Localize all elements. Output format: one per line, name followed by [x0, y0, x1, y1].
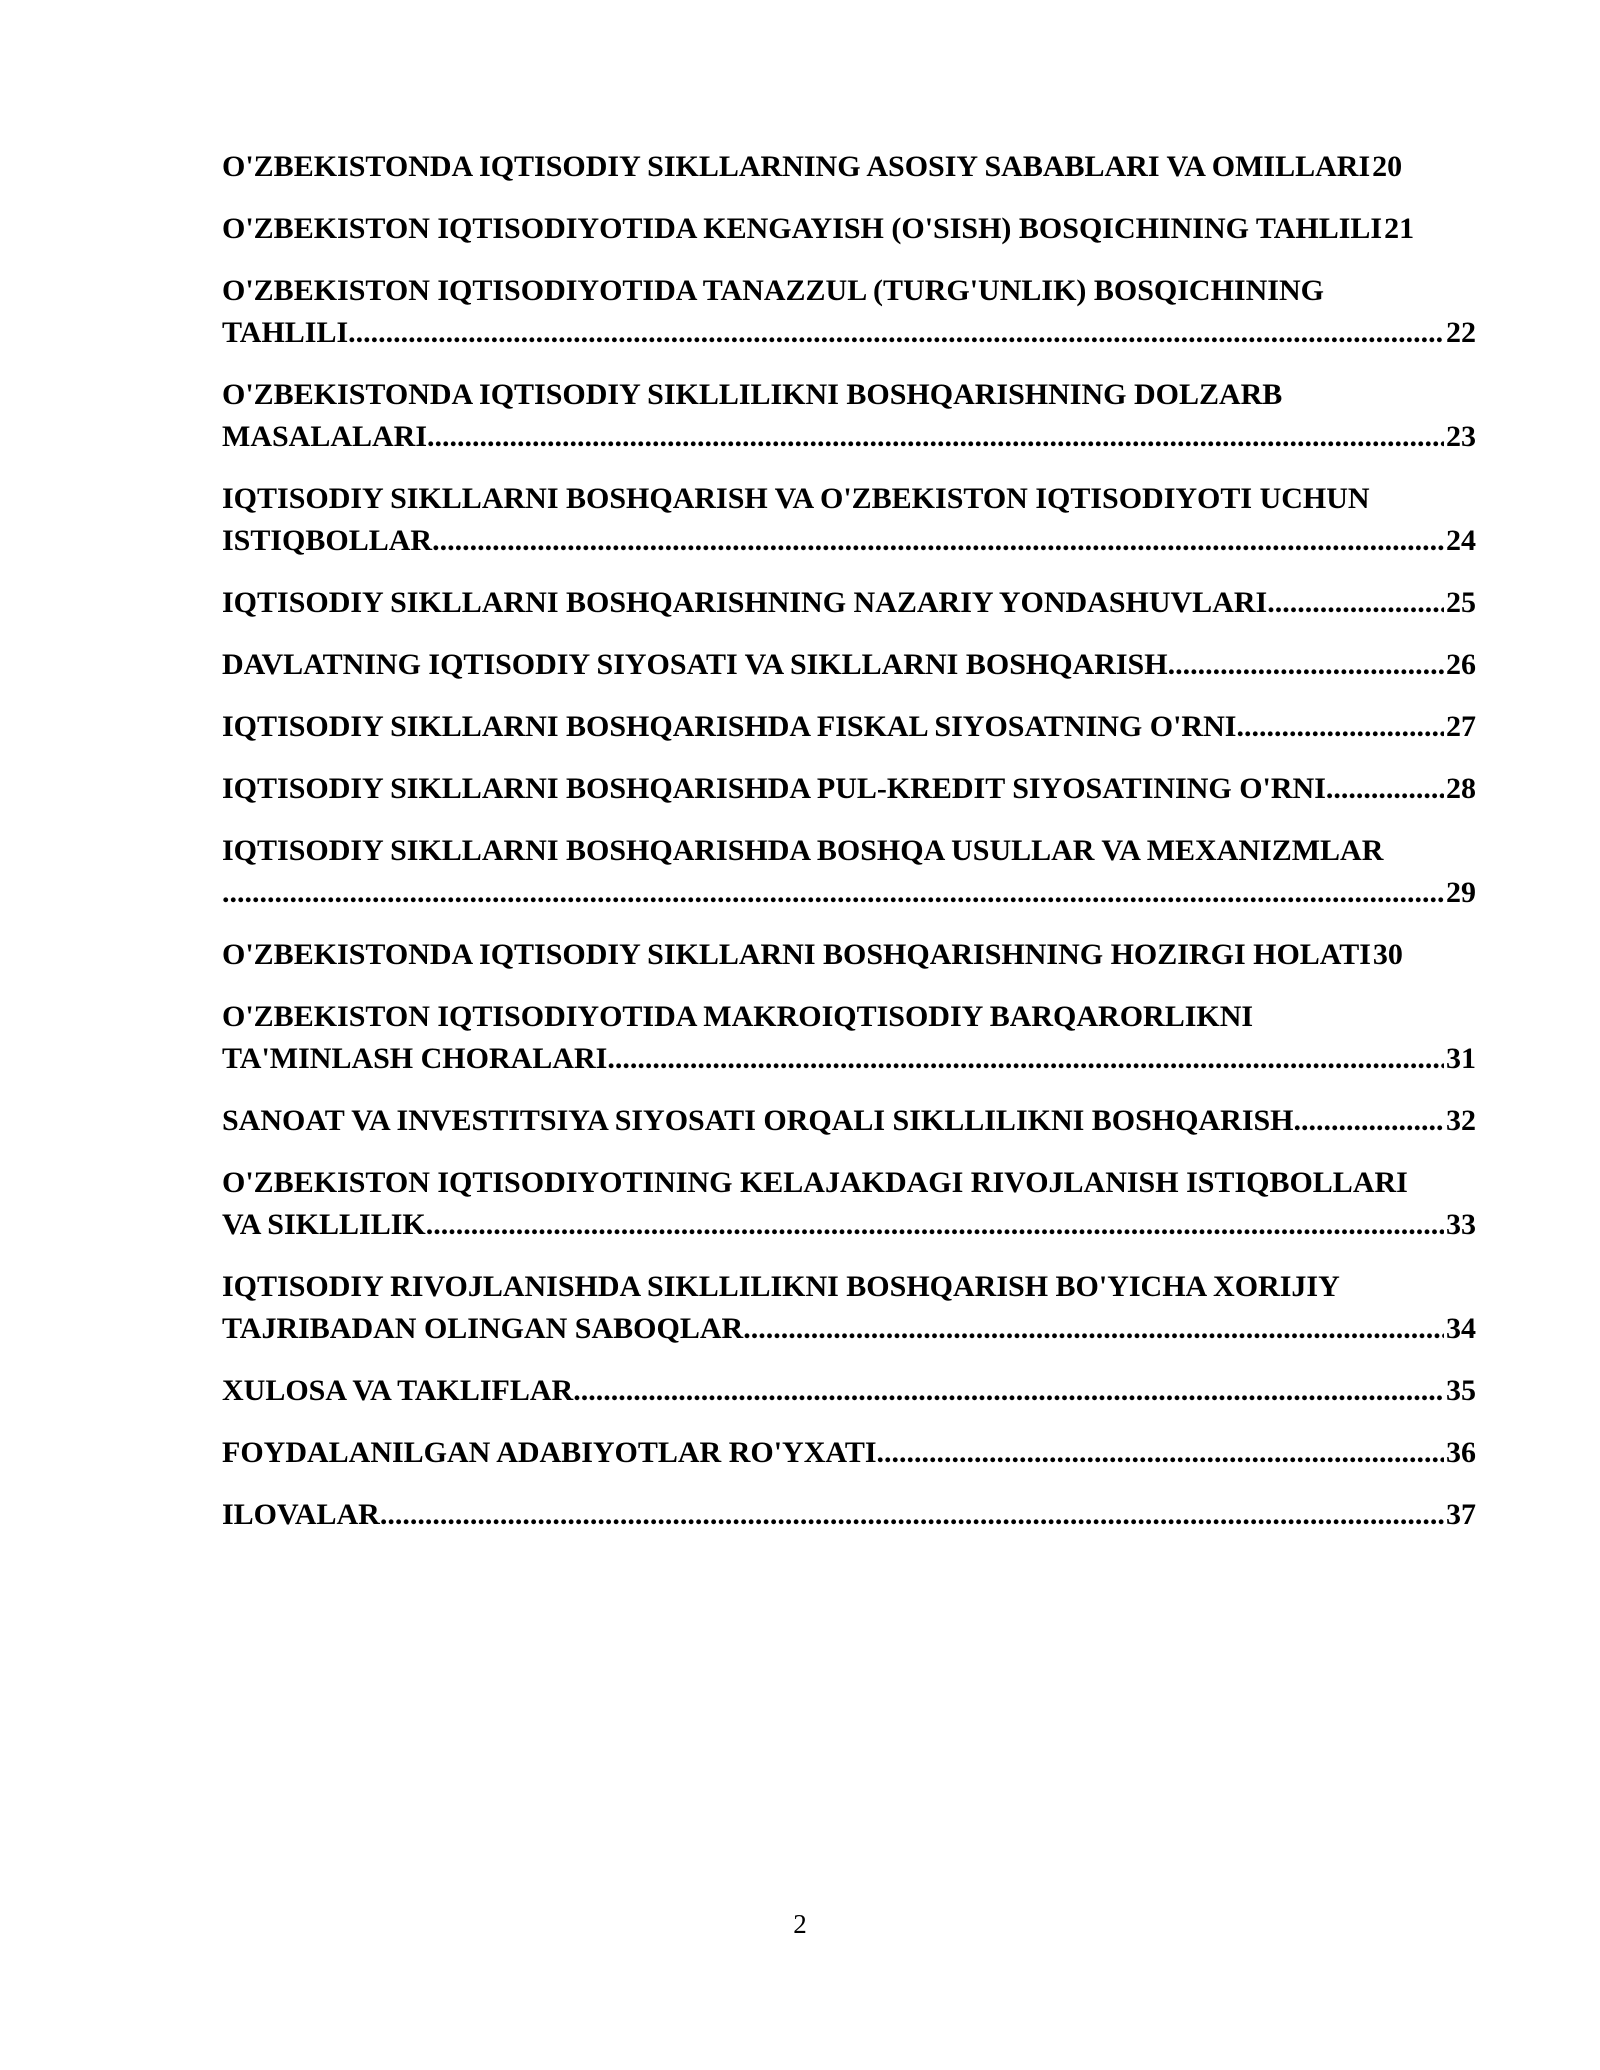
- toc-entry-page-number: 31: [1446, 1042, 1476, 1075]
- toc-entry-title: ISTIQBOLLAR: [222, 524, 433, 557]
- toc-entry-page-number: 25: [1446, 586, 1476, 619]
- toc-entry-title: FOYDALANILGAN ADABIYOTLAR RO'YXATI: [222, 1436, 877, 1469]
- toc-entry-title: DAVLATNING IQTISODIY SIYOSATI VA SIKLLARNI BOSHQARISH: [222, 648, 1168, 681]
- toc-entry-last-line: [222, 872, 1476, 914]
- toc-entry-last-line: [222, 1308, 1476, 1350]
- table-of-contents: [222, 146, 1476, 1556]
- toc-entry[interactable]: [222, 1494, 1476, 1536]
- toc-entry-last-line: [222, 934, 1476, 976]
- toc-entry-title: IQTISODIY SIKLLARNI BOSHQARISHNING NAZARIY YONDASHUVLARI: [222, 586, 1268, 619]
- toc-entry[interactable]: [222, 1100, 1476, 1142]
- toc-entry-title-line: IQTISODIY SIKLLARNI BOSHQARISHDA BOSHQA USULLAR VA MEXANIZMLAR: [222, 834, 1384, 867]
- toc-entry-title-line: O'ZBEKISTON IQTISODIYOTIDA TANAZZUL (TURG'UNLIK) BOSQICHINING: [222, 274, 1324, 307]
- toc-entry-title: TAJRIBADAN OLINGAN SABOQLAR: [222, 1312, 744, 1345]
- toc-entry[interactable]: [222, 830, 1476, 914]
- toc-entry-title-line: O'ZBEKISTONDA IQTISODIY SIKLLILIKNI BOSHQARISHNING DOLZARB: [222, 378, 1283, 411]
- toc-entry-title: XULOSA VA TAKLIFLAR: [222, 1374, 574, 1407]
- toc-entry-title-line: IQTISODIY SIKLLARNI BOSHQARISH VA O'ZBEKISTON IQTISODIYOTI UCHUN: [222, 482, 1370, 515]
- toc-entry-page-number: 33: [1446, 1208, 1476, 1241]
- toc-entry-page-number: 27: [1446, 710, 1476, 743]
- toc-entry-title: IQTISODIY SIKLLARNI BOSHQARISHDA FISKAL SIYOSATNING O'RNI: [222, 710, 1237, 743]
- toc-entry[interactable]: [222, 768, 1476, 810]
- toc-entry-page-number: 37: [1446, 1498, 1476, 1531]
- toc-entry[interactable]: [222, 146, 1476, 188]
- toc-entry-last-line: [222, 416, 1476, 458]
- toc-entry[interactable]: [222, 996, 1476, 1080]
- toc-entry[interactable]: [222, 934, 1476, 976]
- toc-entry-last-line: [222, 644, 1476, 686]
- toc-entry[interactable]: [222, 582, 1476, 624]
- toc-entry[interactable]: [222, 1370, 1476, 1412]
- dot-leader: [1267, 582, 1444, 624]
- dot-leader: [573, 1370, 1444, 1412]
- dot-leader: [348, 312, 1444, 354]
- toc-entry-last-line: [222, 312, 1476, 354]
- toc-entry-title: O'ZBEKISTONDA IQTISODIY SIKLLARNING ASOSIY SABABLARI VA OMILLARI: [222, 150, 1371, 183]
- dot-leader: [426, 1204, 1444, 1246]
- dot-leader: [222, 872, 1444, 914]
- toc-entry-page-number: 21: [1384, 212, 1415, 245]
- toc-entry-last-line: [222, 1494, 1476, 1536]
- toc-entry-last-line: [222, 146, 1476, 188]
- toc-entry-last-line: [222, 208, 1476, 250]
- toc-entry[interactable]: [222, 478, 1476, 562]
- toc-entry[interactable]: [222, 1162, 1476, 1246]
- toc-entry-page-number: 29: [1446, 876, 1476, 909]
- toc-entry[interactable]: [222, 706, 1476, 748]
- toc-entry-title: SANOAT VA INVESTITSIYA SIYOSATI ORQALI SIKLLILIKNI BOSHQARISH: [222, 1104, 1294, 1137]
- toc-entry-title-line: IQTISODIY RIVOJLANISHDA SIKLLILIKNI BOSHQARISH BO'YICHA XORIJIY: [222, 1270, 1340, 1303]
- toc-entry-page-number: 36: [1446, 1436, 1476, 1469]
- toc-entry-last-line: [222, 1204, 1476, 1246]
- dot-leader: [607, 1038, 1444, 1080]
- dot-leader: [380, 1494, 1444, 1536]
- dot-leader: [432, 520, 1444, 562]
- toc-entry-page-number: 32: [1446, 1104, 1476, 1137]
- dot-leader: [1326, 768, 1444, 810]
- toc-entry-title: ILOVALAR: [222, 1498, 380, 1531]
- toc-entry-last-line: [222, 768, 1476, 810]
- toc-entry-page-number: 22: [1446, 316, 1476, 349]
- toc-entry-title-line: O'ZBEKISTON IQTISODIYOTIDA MAKROIQTISODIY BARQARORLIKNI: [222, 1000, 1254, 1033]
- toc-entry[interactable]: [222, 208, 1476, 250]
- toc-entry-title: TA'MINLASH CHORALARI: [222, 1042, 608, 1075]
- toc-entry-page-number: 35: [1446, 1374, 1476, 1407]
- toc-entry-last-line: [222, 1432, 1476, 1474]
- page-number: 2: [793, 1909, 807, 1939]
- toc-entry[interactable]: [222, 1266, 1476, 1350]
- toc-entry-title: IQTISODIY SIKLLARNI BOSHQARISHDA PUL-KREDIT SIYOSATINING O'RNI: [222, 772, 1326, 805]
- dot-leader: [427, 416, 1444, 458]
- toc-entry-page-number: 23: [1446, 420, 1476, 453]
- dot-leader: [1294, 1100, 1444, 1142]
- toc-entry-title: O'ZBEKISTON IQTISODIYOTIDA KENGAYISH (O'SISH) BOSQICHINING TAHLILI: [222, 212, 1383, 245]
- toc-entry-last-line: [222, 582, 1476, 624]
- toc-entry-last-line: [222, 520, 1476, 562]
- toc-entry[interactable]: [222, 1432, 1476, 1474]
- toc-entry[interactable]: [222, 644, 1476, 686]
- toc-entry-page-number: 30: [1372, 938, 1403, 971]
- toc-entry-last-line: [222, 706, 1476, 748]
- toc-entry-title-line: O'ZBEKISTON IQTISODIYOTINING KELAJAKDAGI RIVOJLANISH ISTIQBOLLARI: [222, 1166, 1408, 1199]
- toc-entry-page-number: 20: [1372, 150, 1403, 183]
- toc-entry-last-line: [222, 1370, 1476, 1412]
- toc-entry-page-number: 24: [1446, 524, 1476, 557]
- toc-entry-page-number: 34: [1446, 1312, 1476, 1345]
- toc-entry[interactable]: [222, 270, 1476, 354]
- toc-entry-last-line: [222, 1100, 1476, 1142]
- dot-leader: [1168, 644, 1444, 686]
- toc-entry-title: MASALALARI: [222, 420, 428, 453]
- dot-leader: [1236, 706, 1444, 748]
- toc-entry-title: VA SIKLLILIK: [222, 1208, 426, 1241]
- toc-entry-page-number: 28: [1446, 772, 1476, 805]
- dot-leader: [877, 1432, 1444, 1474]
- toc-entry-last-line: [222, 1038, 1476, 1080]
- toc-entry-page-number: 26: [1446, 648, 1476, 681]
- toc-entry-title: O'ZBEKISTONDA IQTISODIY SIKLLARNI BOSHQARISHNING HOZIRGI HOLATI: [222, 938, 1371, 971]
- toc-entry[interactable]: [222, 374, 1476, 458]
- toc-entry-title: TAHLILI: [222, 316, 349, 349]
- dot-leader: [743, 1308, 1444, 1350]
